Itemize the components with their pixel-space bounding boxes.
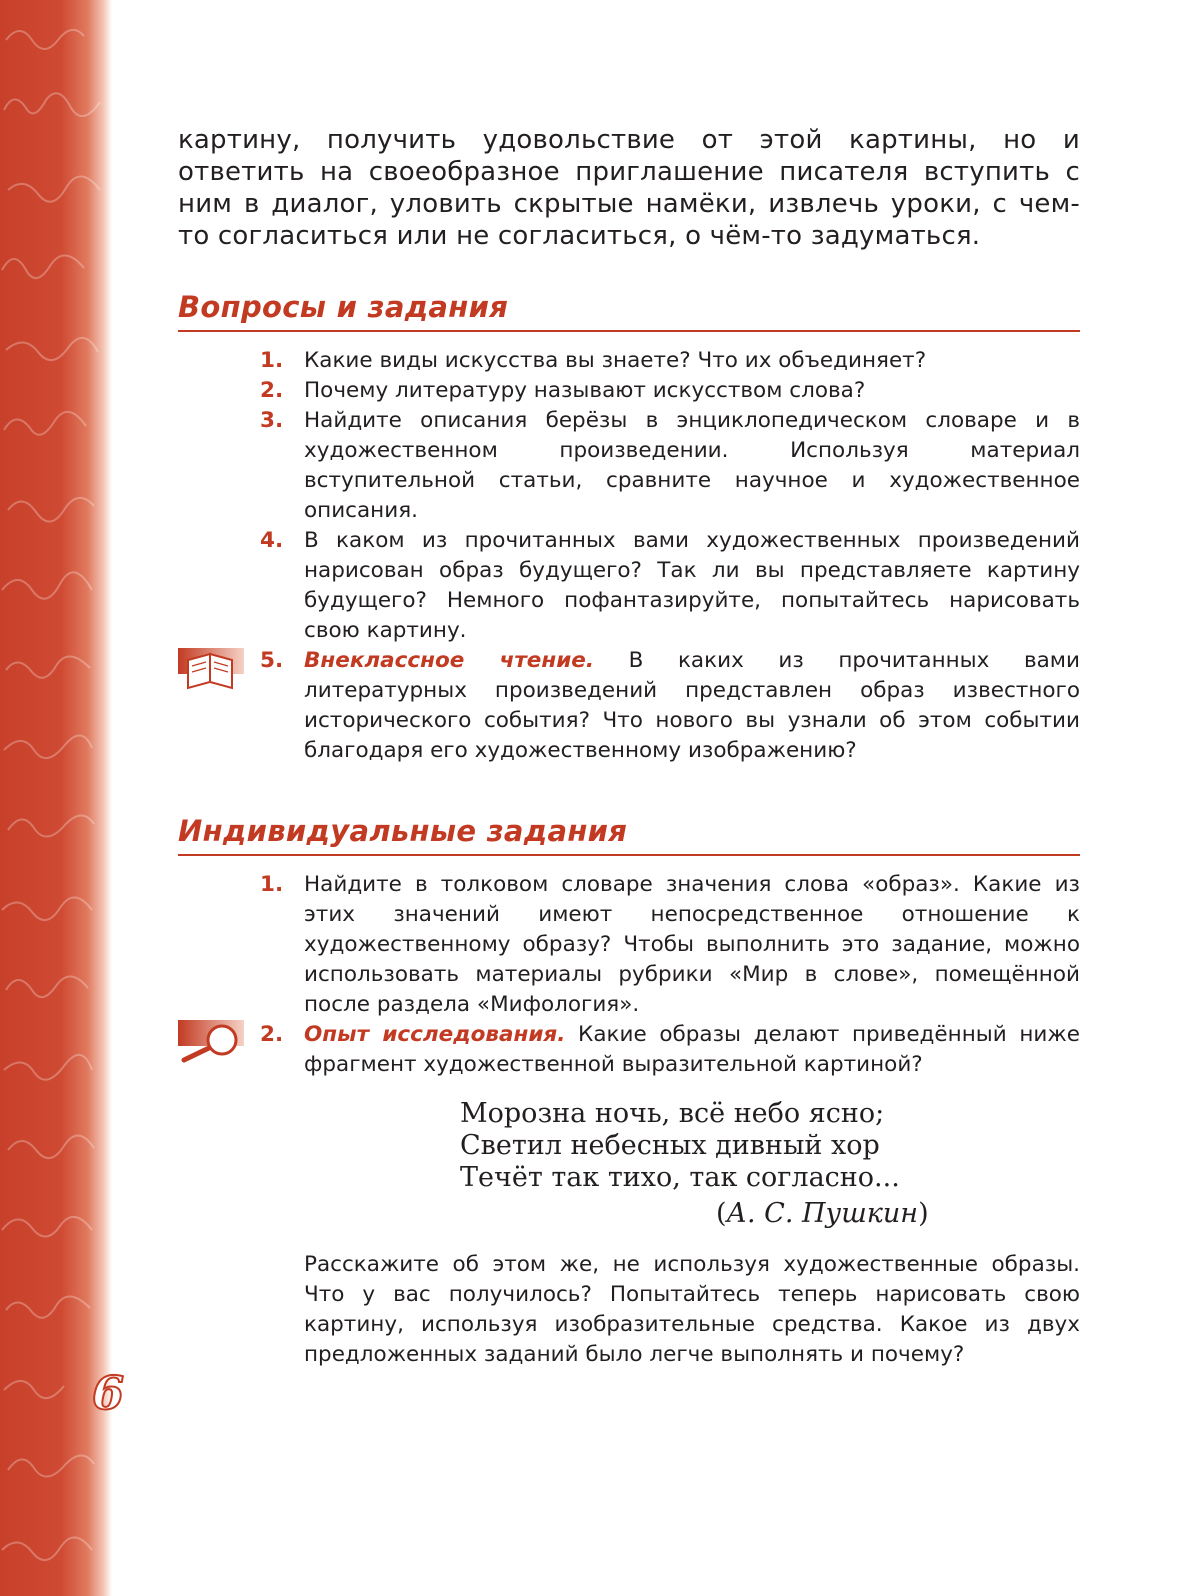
- item-number: 1.: [260, 348, 284, 373]
- after-poem-paragraph: Расскажите об этом же, не используя художественные образы. Что у вас получилось? Попытайтесь теперь нарисовать свою картину, используя изобразительные средства. Какое из двух предложенных заданий было легче выполнять и почему?: [304, 1252, 1080, 1367]
- poem-line: Светил небесных дивный хор: [460, 1130, 880, 1161]
- item-number: 4.: [260, 528, 284, 553]
- poem-author-name: А. С. Пушкин: [726, 1198, 919, 1229]
- book-icon: [178, 646, 244, 692]
- item-number: 2.: [260, 1022, 284, 1047]
- item-number: 2.: [260, 378, 284, 403]
- item-number: 3.: [260, 408, 284, 433]
- item-number: 5.: [260, 648, 284, 673]
- list-item: [178, 1020, 1080, 1080]
- list-item: [178, 646, 1080, 766]
- list-item: [178, 376, 1080, 406]
- decorative-handwriting-band: [0, 0, 112, 1596]
- questions-section-title: Вопросы и задания: [178, 288, 1080, 332]
- item-number: 1.: [260, 872, 284, 897]
- item-text: Почему литературу называют искусством слова?: [304, 378, 866, 403]
- list-item: [178, 406, 1080, 526]
- item-text: Какие образы делают приведённый ниже фрагмент художественной выразительной картиной?: [304, 1022, 1080, 1077]
- item-text: Найдите описания берёзы в энциклопедическом словаре и в художественном произведении. Используя материал вступительной статьи, сравните научное и художественное описания.: [304, 408, 1080, 523]
- poem-line: Течёт так тихо, так согласно...: [460, 1162, 900, 1193]
- handwriting-texture: [0, 0, 112, 1596]
- page-content: [178, 124, 1080, 1370]
- poem-author: (А. С. Пушкин): [716, 1198, 929, 1229]
- item-text: Какие виды искусства вы знаете? Что их объединяет?: [304, 348, 927, 373]
- item-text: В каких из прочитанных вами литературных произведений представлен образ известного исторического события? Что нового вы узнали об этом событии благодаря его художественному изображению?: [304, 648, 1080, 763]
- item-text: В каком из прочитанных вами художественных произведений нарисован образ будущего? Так ли вы представляете картину будущего? Немного пофантазируйте, попытайтесь нарисовать свою картину.: [304, 528, 1080, 643]
- list-item: [178, 346, 1080, 376]
- questions-list: [178, 346, 1080, 766]
- list-item: [178, 870, 1080, 1020]
- page-number: 6: [91, 1366, 124, 1420]
- intro-paragraph: картину, получить удовольствие от этой картины, но и ответить на своеобразное приглашение писателя вступить с ним в диалог, уловить скрытые намёки, извлечь уроки, с чем-то согласиться или не согласиться, о чём-то задуматься.: [178, 125, 1080, 251]
- individual-section-title: Индивидуальные задания: [178, 812, 1080, 856]
- extracurricular-reading-label: Внеклассное чтение.: [304, 648, 595, 673]
- magnifier-icon: [178, 1018, 244, 1064]
- item-text: Найдите в толковом словаре значения слова «образ». Какие из этих значений имеют непосредственное отношение к художественному образу? Чтобы выполнить это задание, можно использовать материалы рубрики «Мир в слове», помещённой после раздела «Мифология».: [304, 872, 1080, 1017]
- poem-line: Морозна ночь, всё небо ясно;: [460, 1098, 885, 1129]
- poem-quote: [460, 1098, 1080, 1194]
- list-item: [178, 526, 1080, 646]
- research-experience-label: Опыт исследования.: [304, 1022, 566, 1047]
- individual-tasks-list: [178, 870, 1080, 1080]
